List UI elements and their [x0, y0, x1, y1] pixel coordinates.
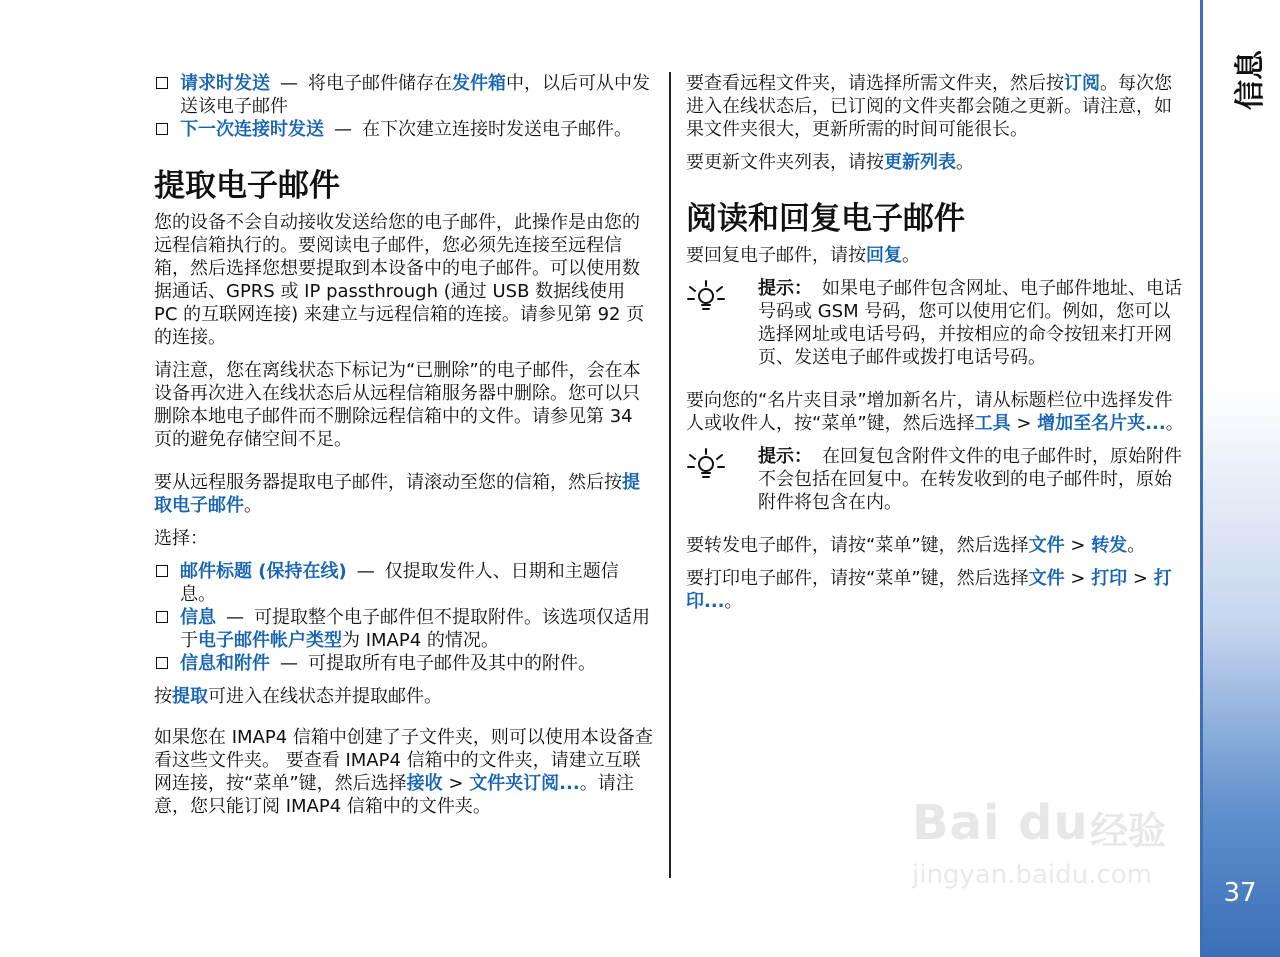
- paragraph: 要打印电子邮件，请按“菜单”键，然后选择文件 > 打印 > 打印...。: [686, 568, 1172, 612]
- section-heading-retrieve: 提取电子邮件: [154, 168, 340, 204]
- section-heading-read-reply: 阅读和回复电子邮件: [686, 201, 965, 237]
- retrieve-label: 提取: [172, 686, 208, 707]
- list-item: 下一次连接时发送 — 在下次建立连接时发送电子邮件。: [154, 118, 654, 141]
- tip-box: [686, 277, 1186, 369]
- paragraph: 要查看远程文件夹，请选择所需文件夹，然后按订阅。每次您进入在线状态后，已订阅的文件夹都会随之更新。请注意，如果文件夹很大，更新所需的时间可能很长。: [686, 73, 1172, 140]
- watermark: [900, 760, 1200, 910]
- watermark-url: jingyan.baidu.com: [912, 860, 1152, 890]
- account-type-label: 电子邮件帐户类型: [198, 630, 342, 651]
- list-item: 邮件标题 (保持在线) — 仅提取发件人、日期和主题信息。: [154, 560, 654, 606]
- page-number: 37: [1223, 878, 1257, 908]
- paragraph: 要转发电子邮件，请按“菜单”键，然后选择文件 > 转发。: [686, 535, 1146, 556]
- list-item: 信息和附件 — 可提取所有电子邮件及其中的附件。: [154, 652, 654, 675]
- option-label: 信息和附件: [180, 653, 270, 674]
- subscribe-label: 订阅: [1064, 73, 1100, 94]
- sidebar-band: [1200, 0, 1280, 957]
- receive-label: 接收: [406, 773, 443, 794]
- tip-box: [686, 445, 1186, 514]
- select-label: 选择：: [154, 528, 208, 549]
- paragraph: 要回复电子邮件，请按回复。: [686, 245, 920, 266]
- update-list-label: 更新列表: [884, 152, 956, 173]
- right-column: [686, 72, 1186, 623]
- retrieve-email-label: 提取电子邮件: [154, 472, 640, 516]
- paragraph: 请注意，您在离线状态下标记为“已删除”的电子邮件，会在本设备再次进入在线状态后从远程信箱服务器中删除。您可以只删除本地电子邮件而不删除远程信箱中的文件。请参见第 34 页的避免存储空间不足。: [154, 360, 641, 450]
- reply-label: 回复: [866, 245, 902, 266]
- paragraph: 要向您的“名片夹目录”增加新名片，请从标题栏位中选择发件人或收件人，按“菜单”键，然后选择工具 > 增加至名片夹...。: [686, 390, 1184, 434]
- sidebar-edge: [1200, 0, 1203, 957]
- watermark-logo: Bai du: [912, 795, 1089, 851]
- lightbulb-icon: [686, 447, 726, 483]
- outbox-label: 发件箱: [452, 73, 506, 94]
- bullet-box-icon: [156, 657, 168, 669]
- tip-text: 在回复包含附件文件的电子邮件时，原始附件不会包括在回复中。在转发收到的电子邮件时，原始附件将包含在内。: [758, 446, 1182, 513]
- paragraph: 如果您在 IMAP4 信箱中创建了子文件夹，则可以使用本设备查看这些文件夹。 要查看 IMAP4 信箱中的文件夹，请建立互联网连接，按“菜单”键，然后选择接收 > 文件夹订阅...。请注意，您只能订阅 IMAP4 信箱中的文件夹。: [154, 727, 653, 817]
- file-label: 文件: [1028, 568, 1065, 589]
- option-label: 下一次连接时发送: [180, 119, 324, 140]
- tools-label: 工具: [974, 413, 1011, 434]
- bullet-box-icon: [156, 611, 168, 623]
- print-label: 打印: [1091, 568, 1128, 589]
- print-menu-label: 打印...: [686, 568, 1172, 612]
- tip-text: 如果电子邮件包含网址、电子邮件地址、电话号码或 GSM 号码，您可以使用它们。例如，您可以选择网址或电话号码，并按相应的命令按钮来打开网页、发送电子邮件或拨打电话号码。: [758, 278, 1182, 368]
- tip-label: 提示：: [758, 446, 812, 467]
- add-to-contacts-label: 增加至名片夹...: [1037, 413, 1166, 434]
- file-label: 文件: [1028, 535, 1065, 556]
- left-column: [154, 72, 654, 828]
- retrieve-options-list: [154, 560, 654, 675]
- paragraph: 要从远程服务器提取电子邮件，请滚动至您的信箱，然后按提取电子邮件。: [154, 472, 640, 516]
- list-item: 请求时发送 — 将电子邮件储存在发件箱中，以后可从中发送该电子邮件: [154, 72, 654, 118]
- paragraph: 按提取可进入在线状态并提取邮件。: [154, 686, 442, 707]
- column-divider: [669, 72, 671, 878]
- list-item: 信息 — 可提取整个电子邮件但不提取附件。该选项仅适用于电子邮件帐户类型为 IMAP4 的情况。: [154, 606, 654, 652]
- paragraph: 您的设备不会自动接收发送给您的电子邮件，此操作是由您的远程信箱执行的。要阅读电子邮件，您必须先连接至远程信箱，然后选择您想要提取到本设备中的电子邮件。可以使用数据通话、GPRS 或 IP passthrough (通过 USB 数据线使用 PC 的互联网连接) 来建立与远程信箱的连接。请参见第 92 页的连接。: [154, 212, 645, 348]
- bullet-box-icon: [156, 565, 168, 577]
- forward-label: 转发: [1091, 535, 1128, 556]
- watermark-brand: 经验: [1090, 809, 1167, 853]
- tip-label: 提示：: [758, 278, 812, 299]
- option-label: 邮件标题 (保持在线): [180, 561, 347, 582]
- bullet-box-icon: [156, 123, 168, 135]
- option-label: 请求时发送: [180, 73, 270, 94]
- folder-subscribe-label: 文件夹订阅...: [469, 773, 580, 794]
- paragraph: 要更新文件夹列表，请按更新列表。: [686, 152, 974, 173]
- send-options-list: [154, 72, 654, 141]
- lightbulb-icon: [686, 279, 726, 315]
- option-label: 信息: [180, 607, 216, 628]
- section-title: 信息: [1233, 50, 1268, 110]
- bullet-box-icon: [156, 77, 168, 89]
